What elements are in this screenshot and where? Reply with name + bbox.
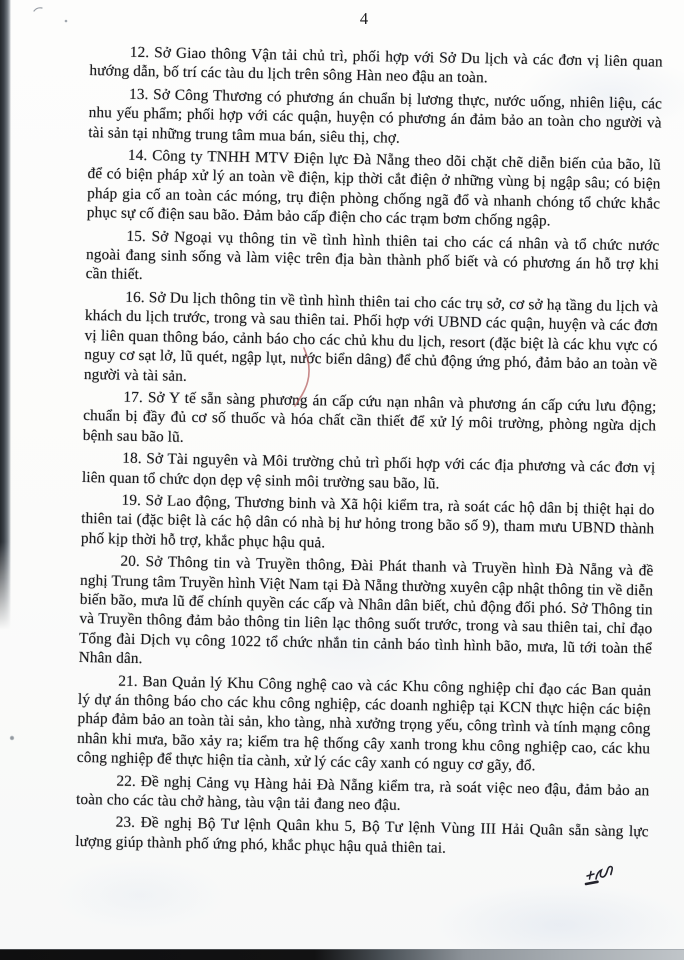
scan-edge-left <box>0 0 11 630</box>
document-body <box>75 42 663 865</box>
paragraph-20: 20. Sở Thông tin và Truyền thông, Đài Phát thanh và Truyền hình Đà Nẵng và đề nghị Trung tâm Truyền hình Việt Nam tại Đà Nẵng thường xuyên cập nhật thông tin về diễn biến bão, mưa lũ để chính quyền các cấp và Nhân dân biết, chủ động đối phó. Sở Thông tin và Truyền thông đảm bảo thông tin liên lạc thông suốt trước, trong và sau thiên tai, chỉ đạo Tổng đài Dịch vụ công 1022 tổ chức nhắn tin cảnh báo tình hình bão, mưa, lũ tới toàn thể Nhân dân. <box>78 552 654 668</box>
paragraph-17: 17. Sở Y tế sẵn sàng phương án cấp cứu nạn nhân và phương án cấp cứu lưu động; chuẩn bị đầy đủ cơ số thuốc và hóa chất cần thiết để xử lý môi trường, phòng ngừa dịch bệnh sau bão lũ. <box>82 388 657 446</box>
speck-icon <box>10 736 14 740</box>
scan-edge-bottom <box>0 949 684 960</box>
paragraph-23: 23. Đề nghị Bộ Tư lệnh Quân khu 5, Bộ Tư lệnh Vùng III Hải Quân sẵn sàng lực lượng giúp thành phố ứng phó, khắc phục hậu quả thiên tai. <box>75 814 649 857</box>
paragraph-12: 12. Sở Giao thông Vận tải chủ trì, phối hợp với Sở Du lịch và các đơn vị liên quan hướng dẫn, bố trí các tàu du lịch trên sông Hàn neo đậu an toàn. <box>89 43 663 87</box>
speck-icon <box>34 8 42 11</box>
page-number: 4 <box>359 9 369 28</box>
paragraph-21: 21. Ban Quản lý Khu Công nghệ cao và các Khu công nghiệp chỉ đạo các Ban quản lý dự án thông báo cho các khu công nghiệp, các doanh nghiệp tại KCN thực hiện các biện pháp đảm bảo an toàn tài sản, kho tàng, nhà xưởng trọng yếu, công trình và tính mạng công nhân khi mưa, bão xảy ra; kiểm tra hệ thống cây xanh trong khu công nghiệp cao, các khu công nghiệp để thực hiện tỉa cành, xử lý các cây xanh có nguy cơ gãy, đổ. <box>76 672 652 775</box>
speck-icon <box>65 20 68 23</box>
paragraph-16: 16. Sở Du lịch thông tin về tình hình thiên tai cho các trụ sở, cơ sở hạ tầng du lịch và khách du lịch trước, trong và sau thiên tai. Phối hợp với UBND các quận, huyện và các đơn vị liên quan thông báo, cảnh báo cho các chủ khu du lịch, resort (đặc biệt là các khu vực có nguy cơ sạt lở, lũ quét, ngập lụt, nước biển dâng) để chủ động ứng phó, đảm bảo an toàn về người và tài sản. <box>83 288 659 385</box>
speck-icon <box>11 737 13 739</box>
paragraph-22: 22. Đề nghị Cảng vụ Hàng hải Đà Nẵng kiểm tra, rà soát việc neo đậu, đảm bảo an toàn cho các tàu chở hàng, tàu vận tải đang neo đậu. <box>75 772 650 814</box>
handwritten-initials-icon <box>586 867 612 885</box>
paragraph-18: 18. Sở Tài nguyên và Môi trường chủ trì phối hợp với các địa phương và các đơn vị liên quan tổ chức dọn dẹp vệ sinh môi trường sau bão, lũ. <box>81 449 656 493</box>
paragraph-19: 19. Sở Lao động, Thương binh và Xã hội kiểm tra, rà soát các hộ dân bị thiệt hại do thiên tai (đặc biệt là các hộ dân có nhà bị hư hỏng trong bão số 9), tham mưu UBND thành phố kịp thời hỗ trợ, khắc phục hậu quả. <box>80 491 655 552</box>
paragraph-15: 15. Sở Ngoại vụ thông tin về tình hình thiên tai cho các cá nhân và tổ chức nước ngoài đang sinh sống và làm việc trên địa bàn thành phố biết và có phương án hỗ trợ khi cần thiết. <box>85 227 660 284</box>
paragraph-14: 14. Công ty TNHH MTV Điện lực Đà Nẵng theo dõi chặt chẽ diễn biến của bão, lũ để có biện pháp xử lý an toàn về điện, kịp thời cắt điện ở những vùng bị ngập sâu; có biện pháp gia cố an toàn các móng, trụ điện phòng chống ngã đổ và nhanh chóng tổ chức khắc phục sự cố điện sau bão. Đảm bảo cấp điện cho các trạm bơm chống ngập. <box>86 146 661 230</box>
paragraph-13: 13. Sở Công Thương có phương án chuẩn bị lương thực, nước uống, nhiên liệu, các nhu yếu phẩm; phối hợp với các quận, huyện có phương án đảm bảo an toàn cho người và tài sản tại những trung tâm mua bán, siêu thị, chợ. <box>88 85 663 147</box>
